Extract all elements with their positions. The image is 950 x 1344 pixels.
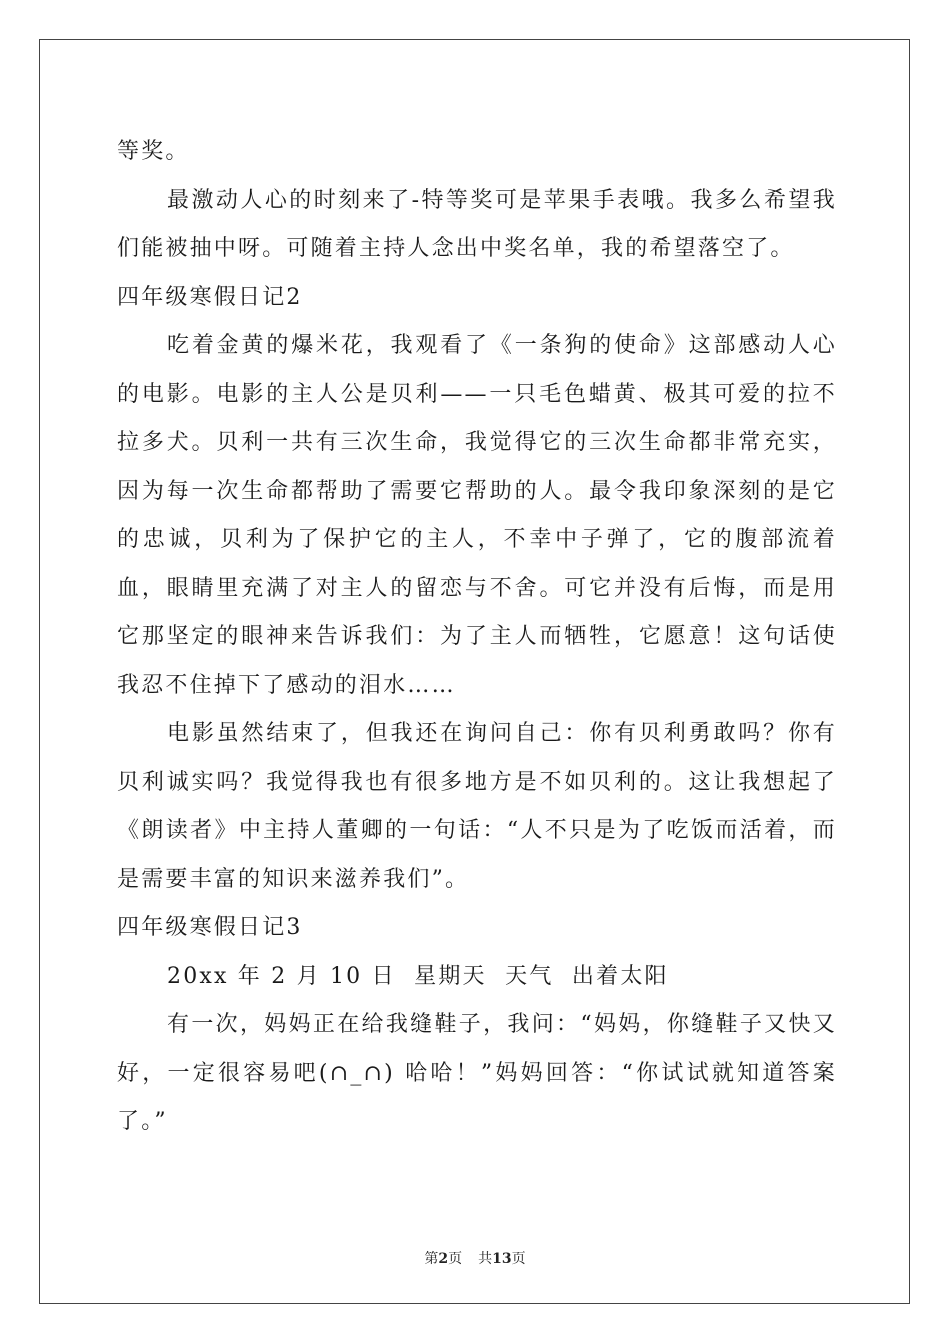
- paragraph: 吃着金黄的爆米花，我观看了《一条狗的使命》这部感动人心的电影。电影的主人公是贝利——一只毛色蜡黄、极其可爱的拉不拉多犬。贝利一共有三次生命，我觉得它的三次生命都非常充实，因为每一次生命都帮助了需要它帮助的人。最令我印象深刻的是它的忠诚，贝利为了保护它的主人，不幸中子弹了，它的腹部流着血，眼睛里充满了对主人的留恋与不舍。可它并没有后悔，而是用它那坚定的眼神来告诉我们：为了主人而牺牲，它愿意！这句话使我忍不住掉下了感动的泪水……: [117, 333, 837, 698]
- page-prefix: 第: [424, 1251, 439, 1267]
- total-pages: 13: [492, 1251, 512, 1267]
- page-suffix: 页: [448, 1251, 463, 1267]
- paragraph: 有一次，妈妈正在给我缝鞋子，我问：“妈妈，你缝鞋子又快又好，一定很容易吧(∩_∩) 哈哈！”妈妈回答：“你试试就知道答案了。”: [117, 1012, 837, 1134]
- paragraph: 最激动人心的时刻来了-特等奖可是苹果手表哦。我多么希望我们能被抽中呀。可随着主持人念出中奖名单，我的希望落空了。: [117, 187, 837, 261]
- diary-date-line: 20xx 年 2 月 10 日 星期天 天气 出着太阳: [167, 963, 669, 989]
- page-number: 2: [438, 1251, 449, 1267]
- section-heading: 四年级寒假日记2: [117, 284, 303, 310]
- document-body: [117, 128, 837, 1147]
- total-prefix: 共: [478, 1251, 493, 1267]
- paragraph: 等奖。: [117, 139, 190, 164]
- paragraph: 电影虽然结束了，但我还在询问自己：你有贝利勇敢吗？你有贝利诚实吗？我觉得我也有很多地方是不如贝利的。这让我想起了《朗读者》中主持人董卿的一句话：“人不只是为了吃饭而活着，而是需要丰富的知识来滋养我们”。: [117, 721, 837, 892]
- section-heading: 四年级寒假日记3: [117, 915, 303, 940]
- total-suffix: 页: [511, 1251, 526, 1267]
- page-footer: [0, 1248, 950, 1268]
